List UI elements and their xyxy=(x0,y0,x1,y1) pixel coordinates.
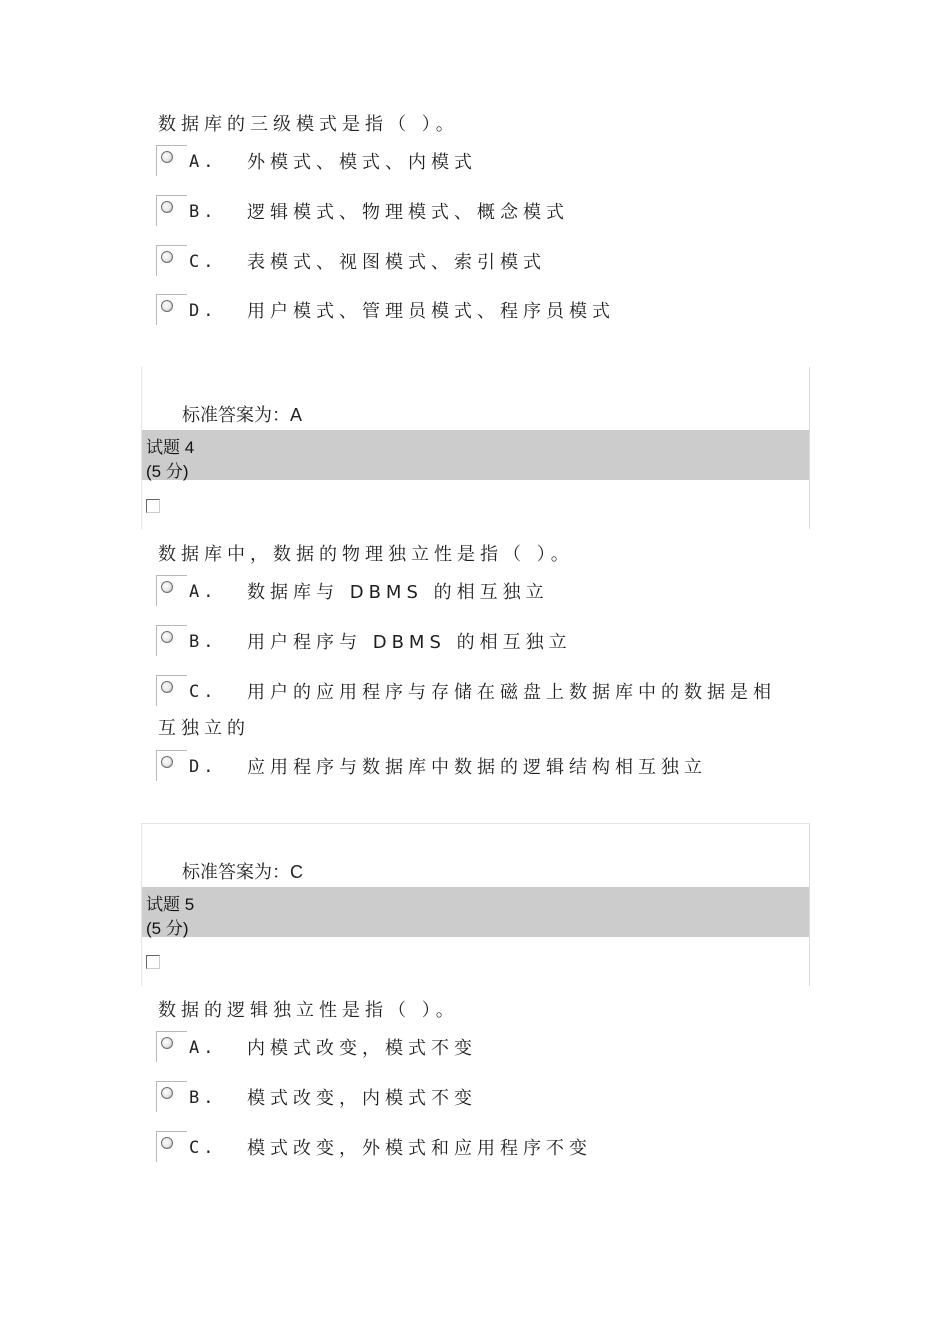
answer-panel-q3 xyxy=(141,367,810,529)
option-text: 外模式、模式、内模式 xyxy=(247,152,477,173)
option-text: 用户的应用程序与存储在磁盘上数据库中的数据是相 xyxy=(247,682,776,703)
option-letter: A. xyxy=(189,152,218,172)
standard-answer: 标准答案为：C xyxy=(182,862,303,882)
option-letter: B. xyxy=(189,1088,218,1108)
option-text: 逻辑模式、物理模式、概念模式 xyxy=(247,202,569,223)
radio-icon[interactable] xyxy=(156,1031,187,1062)
option-text: 数据库与 DBMS 的相互独立 xyxy=(247,582,549,603)
option-text: 用户模式、管理员模式、程序员模式 xyxy=(247,301,615,322)
question-score: (5 分) xyxy=(146,919,189,938)
flag-checkbox[interactable] xyxy=(146,499,160,513)
question-title: 试题 4 xyxy=(146,438,195,457)
flag-checkbox[interactable] xyxy=(146,955,160,969)
radio-icon[interactable] xyxy=(156,625,187,656)
radio-icon[interactable] xyxy=(156,195,187,226)
option-text: 用户程序与 DBMS 的相互独立 xyxy=(247,632,572,653)
radio-icon[interactable] xyxy=(156,575,187,606)
radio-icon[interactable] xyxy=(156,750,187,781)
radio-icon[interactable] xyxy=(156,1081,187,1112)
option-letter: A. xyxy=(189,582,218,602)
option-text: 模式改变，外模式和应用程序不变 xyxy=(247,1138,592,1159)
question-title: 试题 5 xyxy=(146,895,195,914)
option-letter: B. xyxy=(189,202,218,222)
option-text: 模式改变，内模式不变 xyxy=(247,1088,477,1109)
question-5-stem: 数据的逻辑独立性是指（ ）。 xyxy=(158,1000,459,1021)
question-4-stem: 数据库中，数据的物理独立性是指（ ）。 xyxy=(158,544,574,565)
option-text-continuation: 互独立的 xyxy=(158,718,250,739)
option-text: 表模式、视图模式、索引模式 xyxy=(247,252,546,273)
radio-icon[interactable] xyxy=(156,294,187,325)
option-letter: D. xyxy=(189,757,218,777)
option-letter: C. xyxy=(189,1138,218,1158)
option-letter: D. xyxy=(189,301,218,321)
option-letter: C. xyxy=(189,682,218,702)
answer-panel-q4 xyxy=(141,823,810,986)
option-letter: B. xyxy=(189,632,218,652)
radio-icon[interactable] xyxy=(156,675,187,706)
option-text: 应用程序与数据库中数据的逻辑结构相互独立 xyxy=(247,757,707,778)
radio-icon[interactable] xyxy=(156,245,187,276)
question-4-header xyxy=(142,430,809,480)
standard-answer: 标准答案为：A xyxy=(182,405,303,425)
radio-icon[interactable] xyxy=(156,145,187,176)
question-score: (5 分) xyxy=(146,462,189,481)
question-3-stem: 数据库的三级模式是指（ ）。 xyxy=(158,114,459,135)
option-letter: C. xyxy=(189,252,218,272)
option-text: 内模式改变，模式不变 xyxy=(247,1038,477,1059)
question-5-header xyxy=(142,887,809,937)
option-letter: A. xyxy=(189,1038,218,1058)
radio-icon[interactable] xyxy=(156,1131,187,1162)
